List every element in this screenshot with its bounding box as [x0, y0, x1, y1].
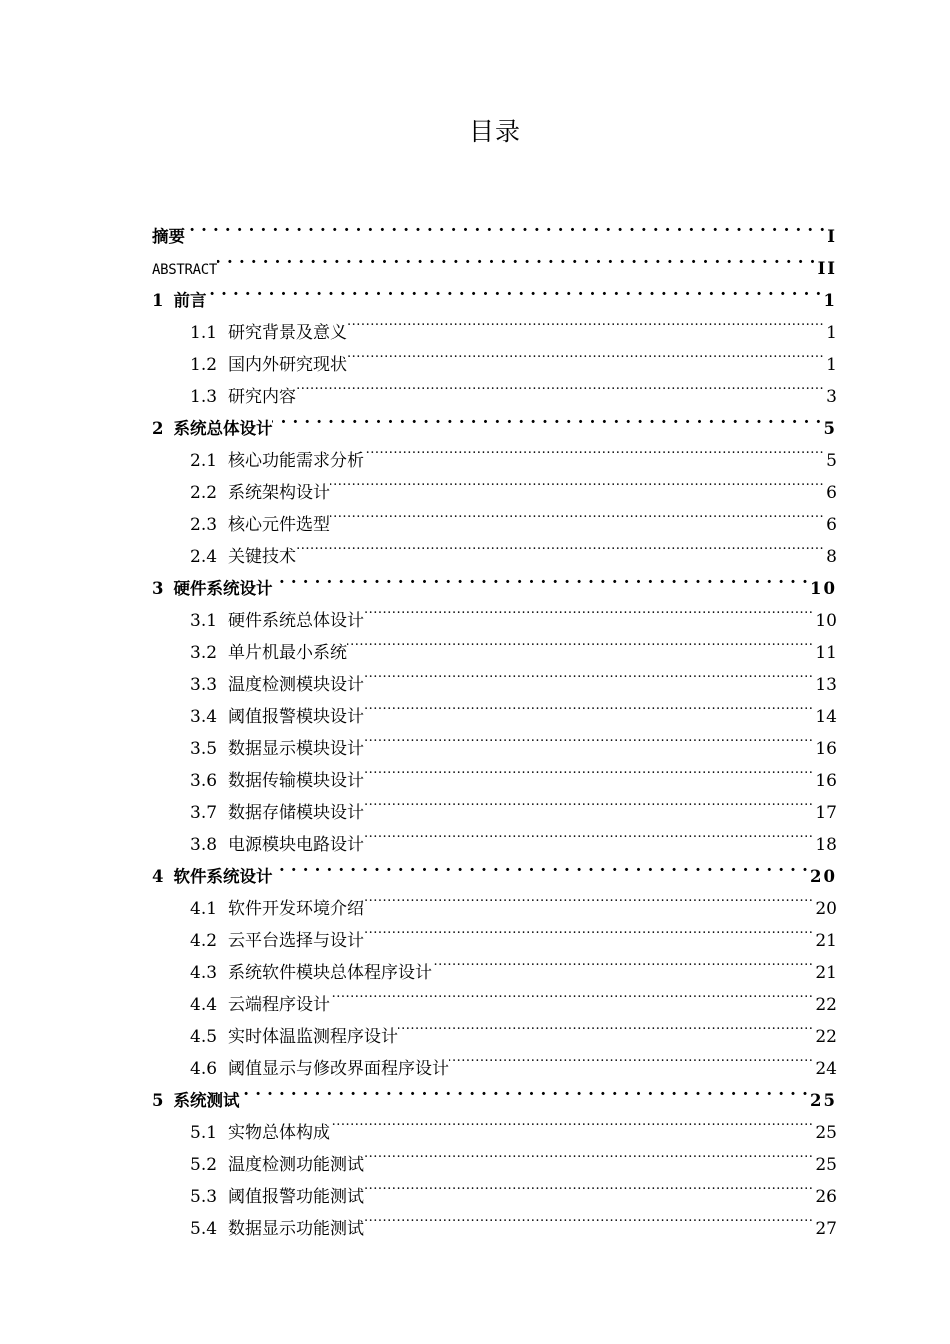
- toc-entry-number: 4: [152, 867, 164, 886]
- toc-entry-label: 软件系统设计: [173, 867, 273, 886]
- toc-entry-number: 3.5: [190, 739, 218, 759]
- toc-entry-page-number: 5: [823, 419, 837, 438]
- toc-entry-number: 2.2: [190, 483, 218, 503]
- dot-leader: [347, 626, 813, 658]
- toc-entry-number: 3.8: [190, 835, 218, 855]
- toc-entry[interactable]: [152, 306, 837, 343]
- toc-entry-number: 1: [152, 291, 164, 310]
- toc-entry-label: 实时体温监测程序设计: [228, 1027, 399, 1047]
- toc-entry-number: 5.3: [190, 1187, 218, 1207]
- toc-entry-page-number: 27: [815, 1219, 837, 1239]
- toc-entry-number: 5.1: [190, 1123, 218, 1143]
- toc-entry-page-number: 20: [810, 867, 837, 886]
- dot-leader: [330, 498, 824, 530]
- dot-leader: [330, 466, 824, 498]
- toc-title: 目录: [468, 117, 521, 146]
- toc-entry-page-number: 25: [815, 1123, 837, 1143]
- toc-entry-number: 2.4: [190, 547, 218, 567]
- toc-entry-number: 3: [152, 579, 164, 598]
- toc-entry-label: 温度检测模块设计: [228, 675, 365, 695]
- toc-entry[interactable]: [152, 274, 837, 310]
- toc-entry-page-number: 6: [826, 483, 837, 503]
- toc-entry-label: 系统软件模块总体程序设计: [228, 963, 433, 983]
- toc-entry-label: 数据显示功能测试: [228, 1219, 365, 1239]
- toc-entry-label: 数据显示模块设计: [228, 739, 365, 759]
- dot-leader: [347, 306, 824, 338]
- toc-entry-number: 5.2: [190, 1155, 218, 1175]
- toc-entry-page-number: 1: [823, 291, 837, 310]
- toc-entry-number: 4.1: [190, 899, 218, 919]
- toc-entry-number: 5.4: [190, 1219, 218, 1239]
- toc-entry-page-number: 6: [826, 515, 837, 535]
- toc-entry-page-number: 21: [815, 963, 837, 983]
- toc-entry-number: 1.3: [190, 387, 218, 407]
- toc-entry-page-number: 16: [815, 739, 837, 759]
- dot-leader: [272, 562, 808, 594]
- toc-entry-page-number: 25: [810, 1091, 837, 1110]
- toc-entry-page-number: 20: [815, 899, 837, 919]
- toc-entry-label: 核心功能需求分析: [228, 451, 365, 471]
- toc-entry-number: 3.4: [190, 707, 218, 727]
- toc-entry-label: 实物总体构成: [228, 1123, 331, 1143]
- dot-leader: [296, 530, 824, 562]
- toc-entry-page-number: 8: [826, 547, 837, 567]
- toc-entry[interactable]: [152, 242, 837, 278]
- toc-entry-page-number: 16: [815, 771, 837, 791]
- toc-entry-page-number: 13: [815, 675, 837, 695]
- toc-entry-label: 软件开发环境介绍: [228, 899, 365, 919]
- dot-leader: [330, 978, 813, 1010]
- dot-leader: [364, 1138, 813, 1170]
- toc-entry-number: 3.3: [190, 675, 218, 695]
- toc-entry-page-number: 21: [815, 931, 837, 951]
- toc-entry-number: 3.7: [190, 803, 218, 823]
- toc-entry-page-number: 3: [826, 387, 837, 407]
- dot-leader: [272, 402, 821, 434]
- toc-entry-label: 摘要: [152, 227, 185, 246]
- toc-entry-label: 云平台选择与设计: [228, 931, 365, 951]
- toc-entry-label: 阈值报警模块设计: [228, 707, 365, 727]
- toc-entry-page-number: 22: [815, 1027, 837, 1047]
- toc-entry-label: 温度检测功能测试: [228, 1155, 365, 1175]
- toc-entry-number: 1.1: [190, 323, 218, 343]
- dot-leader: [398, 1010, 813, 1042]
- dot-leader: [206, 274, 821, 306]
- toc-entry-label: 系统测试: [173, 1091, 240, 1110]
- toc-entry-number: 5: [152, 1091, 164, 1110]
- toc-entry-label: 硬件系统设计: [173, 579, 273, 598]
- dot-leader: [364, 1170, 813, 1202]
- toc-entry-number: 4.6: [190, 1059, 218, 1079]
- toc-entry-page-number: 10: [810, 579, 837, 598]
- toc-entry-label: 研究内容: [228, 387, 297, 407]
- toc-entry-number: 2.1: [190, 451, 218, 471]
- toc-entry-number: 2: [152, 419, 164, 438]
- toc-entry-page-number: 5: [826, 451, 837, 471]
- toc-entry-page-number: 14: [815, 707, 837, 727]
- dot-leader: [272, 850, 808, 882]
- dot-leader: [364, 690, 813, 722]
- toc-entry-page-number: 11: [815, 643, 837, 663]
- toc-entry-page-number: 22: [815, 995, 837, 1015]
- toc-entry-label: 前言: [173, 291, 207, 310]
- toc-entry-page-number: 1: [826, 323, 837, 343]
- toc-entry-number: 4.4: [190, 995, 218, 1015]
- dot-leader: [364, 818, 813, 850]
- dot-leader: [185, 210, 825, 242]
- toc-entry[interactable]: [152, 1106, 837, 1143]
- dot-leader: [347, 338, 824, 370]
- dot-leader: [330, 1106, 813, 1138]
- toc-entry-number: 4.2: [190, 931, 218, 951]
- dot-leader: [217, 242, 816, 274]
- dot-leader: [239, 1074, 808, 1106]
- toc-entry-label: 电源模块电路设计: [228, 835, 365, 855]
- toc-entry-number: 3.2: [190, 643, 218, 663]
- dot-leader: [364, 594, 813, 626]
- dot-leader: [364, 722, 813, 754]
- toc-entry-number: 2.3: [190, 515, 218, 535]
- dot-leader: [364, 754, 813, 786]
- dot-leader: [296, 370, 824, 402]
- toc-entry-page-number: 24: [815, 1059, 837, 1079]
- toc-entry-page-number: II: [817, 259, 837, 278]
- toc-entry-label: 阈值报警功能测试: [228, 1187, 365, 1207]
- toc-entry-page-number: 18: [815, 835, 837, 855]
- toc-entry-number: 3.6: [190, 771, 218, 791]
- toc-entry-label: 核心元件选型: [228, 515, 331, 535]
- toc-entry[interactable]: [152, 1074, 837, 1110]
- toc-entry-label: 单片机最小系统: [228, 643, 348, 663]
- toc-entry-label: 阈值显示与修改界面程序设计: [228, 1059, 450, 1079]
- toc-entry-label: 数据存储模块设计: [228, 803, 365, 823]
- toc-entry-page-number: I: [827, 227, 837, 246]
- toc-entry-label: 系统总体设计: [173, 419, 273, 438]
- toc-entry-number: 4.5: [190, 1027, 218, 1047]
- toc-entry-label: 关键技术: [228, 547, 297, 567]
- dot-leader: [449, 1042, 813, 1074]
- table-of-contents: [152, 210, 837, 1239]
- toc-entry-page-number: 1: [826, 355, 837, 375]
- dot-leader: [364, 434, 824, 466]
- toc-entry-label: 云端程序设计: [228, 995, 331, 1015]
- toc-entry[interactable]: [152, 210, 837, 246]
- dot-leader: [364, 1202, 813, 1234]
- toc-entry-label: 系统架构设计: [228, 483, 331, 503]
- toc-entry-page-number: 26: [815, 1187, 837, 1207]
- toc-entry-page-number: 10: [815, 611, 837, 631]
- toc-entry-number: 1.2: [190, 355, 218, 375]
- toc-entry-page-number: 25: [815, 1155, 837, 1175]
- toc-entry-label: 国内外研究现状: [228, 355, 348, 375]
- dot-leader: [364, 786, 813, 818]
- toc-entry-label: 研究背景及意义: [228, 323, 348, 343]
- toc-entry-number: 4.3: [190, 963, 218, 983]
- toc-entry-label: 硬件系统总体设计: [228, 611, 365, 631]
- dot-leader: [364, 658, 813, 690]
- toc-entry-label: 数据传输模块设计: [228, 771, 365, 791]
- dot-leader: [432, 946, 813, 978]
- toc-entry-number: 3.1: [190, 611, 218, 631]
- dot-leader: [364, 882, 813, 914]
- toc-entry-label: ABSTRACT: [152, 262, 218, 278]
- dot-leader: [364, 914, 813, 946]
- toc-entry-page-number: 17: [815, 803, 837, 823]
